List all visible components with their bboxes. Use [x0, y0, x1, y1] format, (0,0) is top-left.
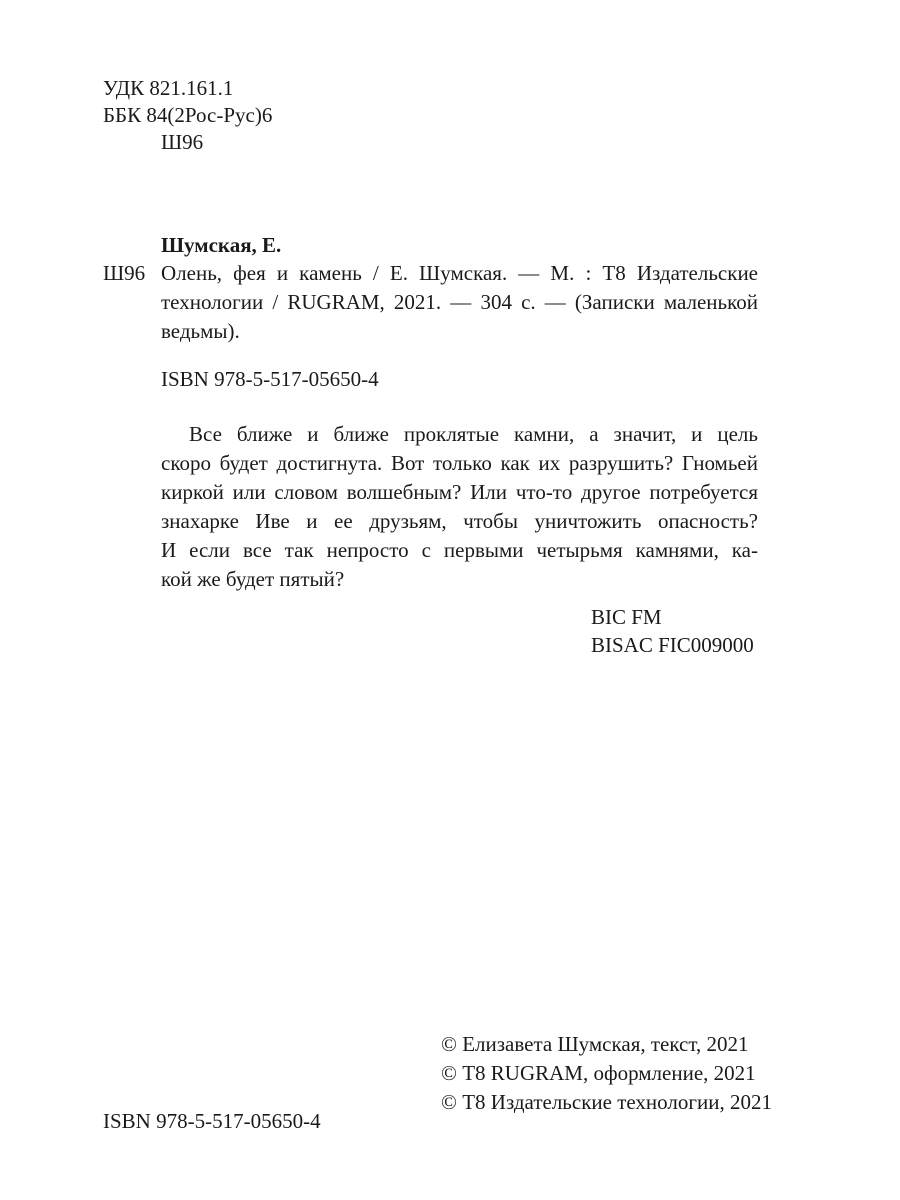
annotation-line: кой же будет пятый?: [161, 567, 345, 591]
annotation-line: скоро будет достигнута. Вот только как их разрушить? Гномьей: [161, 451, 758, 475]
copyright-block: [441, 1030, 772, 1117]
annotation-line: Все ближе и ближе проклятые камни, а значит, и цель: [189, 422, 758, 446]
bic-code: BIC FM: [591, 605, 662, 629]
copyright-line: © Т8 Издательские технологии, 2021: [441, 1090, 772, 1114]
bisac-code: BISAC FIC009000: [591, 633, 754, 657]
bib-line: Олень, фея и камень / Е. Шумская. — М. : Т8 Издательские: [161, 261, 758, 285]
author-sign: Ш96: [161, 130, 204, 154]
author-heading: Шумская, Е.: [161, 233, 282, 257]
copyright-line: © Т8 RUGRAM, оформление, 2021: [441, 1061, 756, 1085]
bbk-code: ББК 84(2Рос-Рус)6: [103, 103, 273, 127]
entry-author-sign: Ш96: [103, 261, 146, 285]
bibliographic-description: [161, 259, 758, 346]
annotation-line: И если все так непросто с первыми четырьмя камнями, ка-: [161, 538, 758, 562]
footer-isbn: ISBN 978-5-517-05650-4: [103, 1109, 321, 1133]
annotation-line: киркой или словом волшебным? Или что-то другое потребуется: [161, 480, 758, 504]
annotation-line: знахарке Иве и ее друзьям, чтобы уничтожить опасность?: [161, 509, 758, 533]
bib-line: ведьмы).: [161, 319, 240, 343]
bib-line: технологии / RUGRAM, 2021. — 304 с. — (Записки маленькой: [161, 290, 758, 314]
copyright-line: © Елизавета Шумская, текст, 2021: [441, 1032, 749, 1056]
udk-code: УДК 821.161.1: [103, 76, 234, 100]
annotation: [161, 420, 758, 594]
isbn: ISBN 978-5-517-05650-4: [161, 367, 379, 391]
